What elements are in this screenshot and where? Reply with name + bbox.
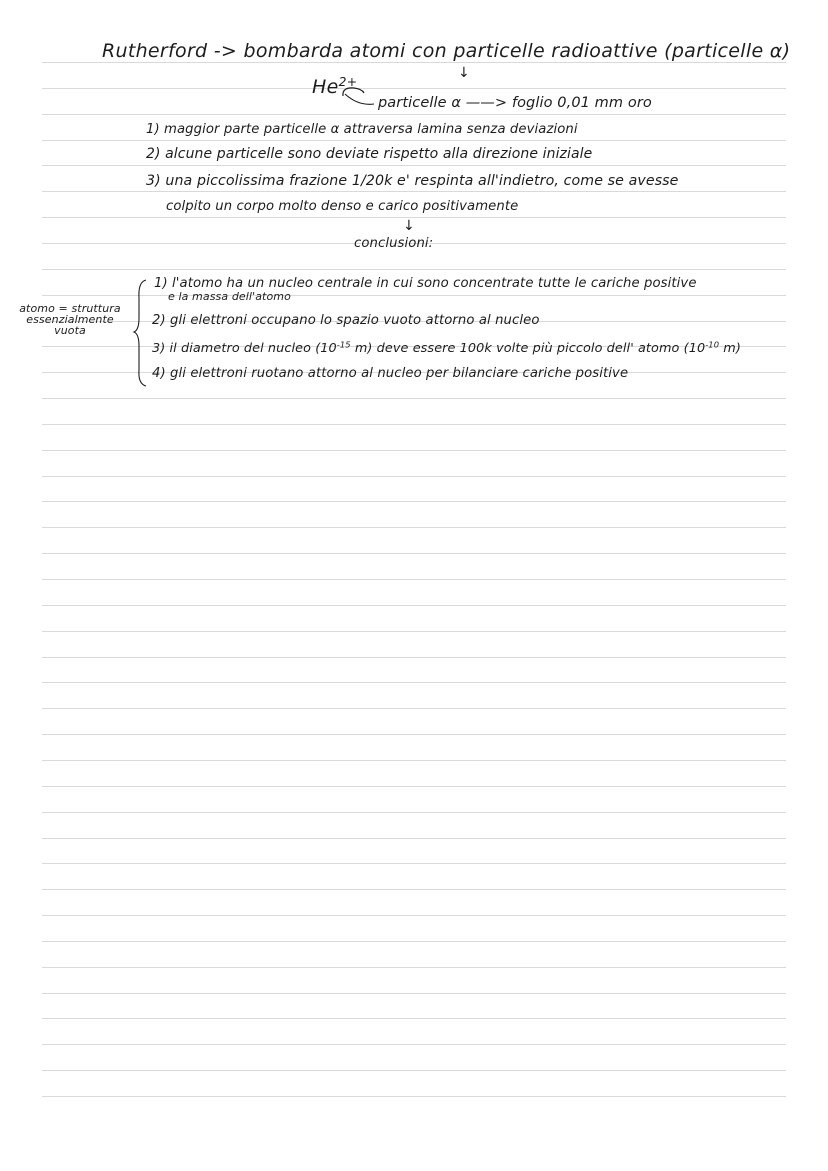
side-note xyxy=(6,303,134,336)
curved-arrow-icon xyxy=(340,84,380,108)
conclusion-1: 1) l'atomo ha un nucleo centrale in cui sono concentrate tutte le cariche positive xyxy=(154,276,697,291)
conclusion-3-part-1: 3) il diametro del nucleo (10 xyxy=(152,341,337,356)
conclusion-1-continued: e la massa dell'atomo xyxy=(168,290,291,303)
conclusion-4: 4) gli elettroni ruotano attorno al nucleo per bilanciare cariche positive xyxy=(152,366,629,381)
observation-3: 3) una piccolissima frazione 1/20k e' respinta all'indietro, come se avesse xyxy=(146,173,679,189)
side-note-line-1: atomo = struttura xyxy=(19,302,121,315)
down-arrow-icon: ↓ xyxy=(403,218,415,234)
conclusion-2: 2) gli elettroni occupano lo spazio vuoto attorno al nucleo xyxy=(152,313,540,328)
observation-3-continued: colpito un corpo molto denso e carico positivamente xyxy=(166,199,519,214)
observation-1: 1) maggior parte particelle α attraversa lamina senza deviazioni xyxy=(146,122,578,137)
atom-exponent: -10 xyxy=(705,339,720,350)
title-line: Rutherford -> bombarda atomi con particelle radioattive (particelle α) xyxy=(102,40,791,62)
helium-symbol: He xyxy=(312,76,339,98)
nucleus-exponent: -15 xyxy=(336,339,351,350)
observation-2: 2) alcune particelle sono deviate rispetto alla direzione iniziale xyxy=(146,146,593,162)
conclusion-3 xyxy=(152,341,741,356)
conclusion-3-part-3: m) xyxy=(719,341,741,356)
helium-charge: 2+ xyxy=(338,75,358,90)
particles-line: particelle α ——> foglio 0,01 mm oro xyxy=(378,95,652,111)
down-arrow-icon: ↓ xyxy=(458,65,470,81)
conclusions-label: conclusioni: xyxy=(354,236,434,251)
curly-brace-icon xyxy=(134,278,152,388)
conclusion-3-part-2: m) deve essere 100k volte più piccolo dell' atomo (10 xyxy=(350,341,706,356)
side-note-line-2: essenzialmente xyxy=(26,313,114,326)
side-note-line-3: vuota xyxy=(54,324,86,337)
